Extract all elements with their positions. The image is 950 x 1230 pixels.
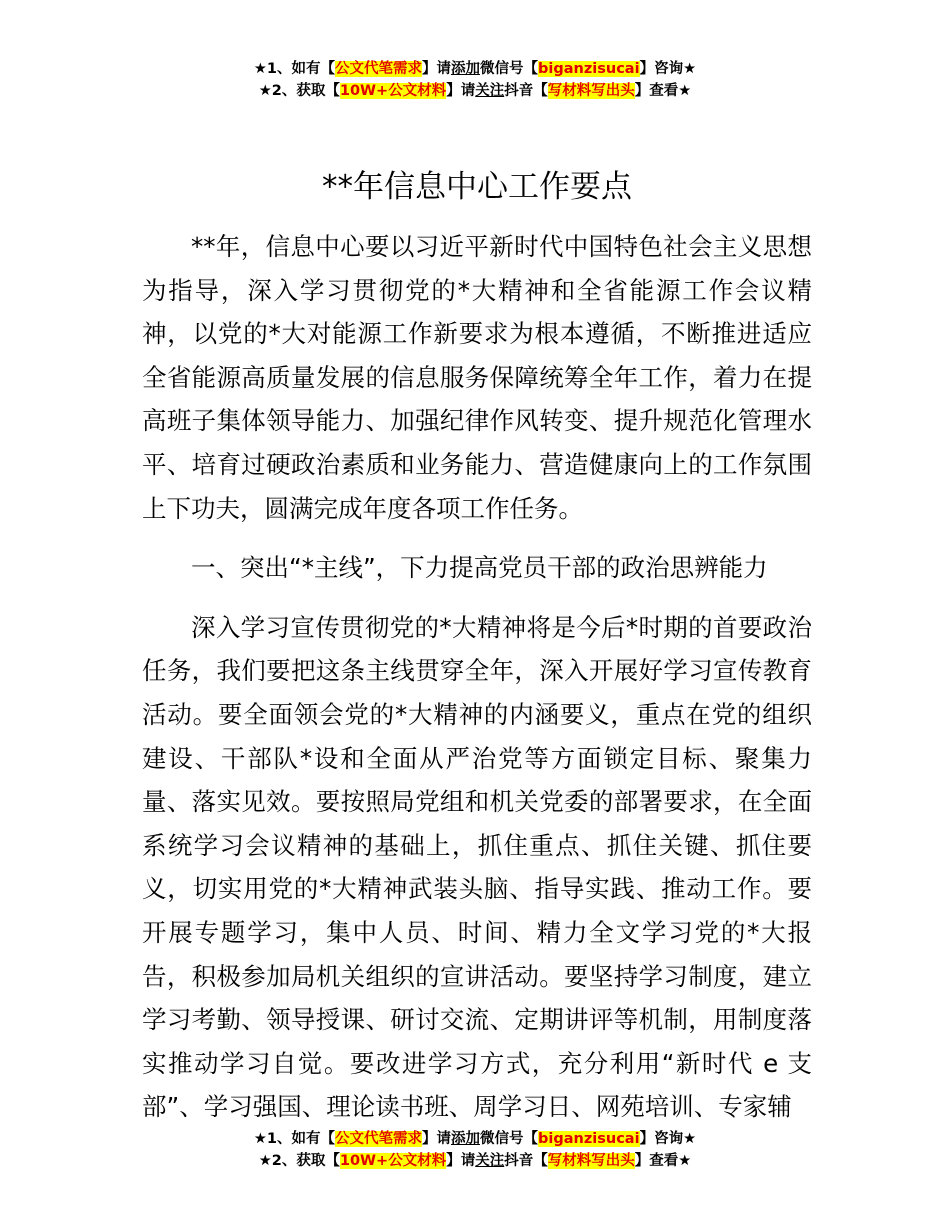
banner-text: 】咨询★	[639, 61, 697, 77]
document-title: **年信息中心工作要点	[322, 169, 632, 205]
banner-text: 】咨询★	[639, 1131, 697, 1147]
banner-text: 抖音【	[504, 83, 548, 99]
banner-text: 抖音【	[504, 1153, 548, 1169]
banner-text: ★1、如有【	[253, 61, 336, 77]
banner-text: 】查看★	[634, 1153, 692, 1169]
banner-text: 】请	[446, 83, 476, 99]
underlined-text: 添加	[451, 61, 481, 77]
underlined-text: 添加	[451, 1131, 481, 1147]
header-banner	[0, 58, 950, 102]
highlight-text: 公文代笔需求	[335, 1131, 423, 1147]
banner-text: 】请	[422, 1131, 452, 1147]
highlight-text: 10W+公文材料	[339, 83, 447, 99]
section-heading: 一、突出“*主线”，下力提高党员干部的政治思辨能力	[191, 553, 768, 583]
banner-text: 微信号【	[480, 61, 539, 77]
document-body	[142, 165, 812, 1129]
intro-paragraph: **年，信息中心要以习近平新时代中国特色社会主义思想为指导，深入学习贯彻党的*大精神和全省能源工作会议精神，以党的*大对能源工作新要求为根本遵循，不断推进适应全省能源高质量发展的信息服务保障统筹全年工作，着力在提高班子集体领导能力、加强纪律作风转变、提升规范化管理水平、培育过硬政治素质和业务能力、营造健康向上的工作氛围上下功夫，圆满完成年度各项工作任务。	[142, 232, 812, 523]
underlined-text: 关注	[475, 83, 505, 99]
banner-text: 】请	[422, 61, 452, 77]
banner-text: ★2、获取【	[258, 1153, 340, 1169]
banner-text: ★1、如有【	[253, 1131, 336, 1147]
banner-line-1	[0, 58, 950, 80]
douyin-id: 写材料写出头	[547, 1153, 635, 1169]
banner-text: 】请	[446, 1153, 476, 1169]
wechat-id: biganzisucai	[538, 1131, 640, 1147]
banner-text: 】查看★	[634, 83, 692, 99]
underlined-text: 关注	[475, 1153, 505, 1169]
highlight-text: 公文代笔需求	[335, 61, 423, 77]
banner-text: ★2、获取【	[258, 83, 340, 99]
body-paragraph: 深入学习宣传贯彻党的*大精神将是今后*时期的首要政治任务，我们要把这条主线贯穿全年，深入开展好学习宣传教育活动。要全面领会党的*大精神的内涵要义，重点在党的组织建设、干部队*设和全面从严治党等方面锁定目标、聚集力量、落实见效。要按照局党组和机关党委的部署要求，在全面系统学习会议精神的基础上，抓住重点、抓住关键、抓住要义，切实用党的*大精神武装头脑、指导实践、推动工作。要开展专题学习，集中人员、时间、精力全文学习党的*大报告，积极参加局机关组织的宣讲活动。要坚持学习制度，建立学习考勤、领导授课、研讨交流、定期讲评等机制，用制度落实推动学习自觉。要改进学习方式，充分利用“新时代 e 支部”、学习强国、理论读书班、周学习日、网苑培训、专家辅	[142, 612, 812, 1122]
douyin-id: 写材料写出头	[547, 83, 635, 99]
banner-line-2	[0, 80, 950, 102]
banner-text: 微信号【	[480, 1131, 539, 1147]
wechat-id: biganzisucai	[538, 61, 640, 77]
banner-line-2	[0, 1150, 950, 1172]
highlight-text: 10W+公文材料	[339, 1153, 447, 1169]
footer-banner	[0, 1128, 950, 1172]
banner-line-1	[0, 1128, 950, 1150]
